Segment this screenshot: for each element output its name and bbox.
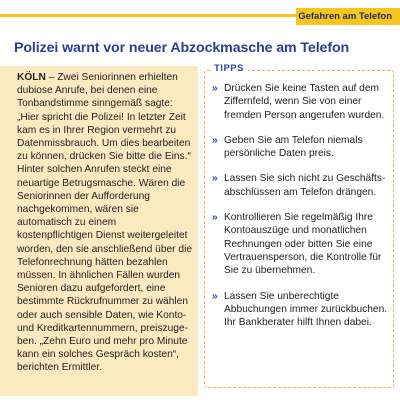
tip-text: Geben Sie am Telefon niemals persönliche Daten preis. <box>224 134 363 160</box>
bullet-icon: » <box>212 134 218 146</box>
tip-item <box>212 134 390 161</box>
tips-title: TIPPS <box>210 63 248 74</box>
article-text: – Zwei Seniorinnen erhielten dubiose Anrufe, bei denen eine Tonbandstimme sinngemäß sagte: „Hier spricht die Polizei! In letzter Zeit kam es in Ihrer Region vermehrt zu Datenmissbrauch. Um dies bearbeiten zu können, drücken Sie bitte die Eins.“ Hinter solchen Anrufen steckt eine neuartige Betrugsmasche. Wären die Seniorinnen der Aufforderung nachgekommen, wären sie automatisch zu einem kostenpflichtigen Dienst weitergeleitet worden, den sie anschließend über die Telefonrechnung hätten bezahlen müssen. In ähnlichen Fällen wurden Senioren dazu aufgefordert, eine bestimmte Rückrufnummer zu wählen oder auch sensible Daten, wie Konto- und Kreditkartennummern, preiszugeben. „Zehn Euro und mehr pro Minute kann ein solches Gespräch kosten“, berichten Ermittler. <box>17 72 192 374</box>
tip-item <box>212 290 390 330</box>
bullet-icon: » <box>212 83 218 94</box>
article-box <box>0 66 198 396</box>
tip-item <box>212 82 390 122</box>
tips-list <box>212 82 390 329</box>
section-label: Gefahren am Telefon <box>296 8 400 25</box>
article-body <box>17 71 192 375</box>
tip-text: Lassen Sie sich nicht zu Geschäftsabschlüssen am Telefon drängen. <box>224 173 386 198</box>
tip-text: Lassen Sie unberechtigte Abbuchungen immer zurückbuchen. Ihr Bankberater hilft Ihnen dabei. <box>224 290 388 329</box>
tip-text: Drücken Sie keine Tasten auf dem Ziffernfeld, wenn Sie von einer fremden Person angerufen wurden. <box>224 83 385 121</box>
bullet-icon: » <box>212 212 218 224</box>
tip-item <box>212 172 390 199</box>
tip-text: Kontrollieren Sie regelmäßig Ihre Kontoauszüge und monatlichen Rechnungen oder bitten Sie eine Vertrauensperson, die Kontrolle für Sie zu übernehmen. <box>224 212 382 277</box>
article-dateline: KÖLN <box>17 72 46 83</box>
header-rule <box>0 14 300 17</box>
bullet-icon: » <box>212 173 218 185</box>
tip-item <box>212 211 390 277</box>
headline: Polizei warnt vor neuer Abzockmasche am Telefon <box>14 40 350 56</box>
bullet-icon: » <box>212 290 218 302</box>
